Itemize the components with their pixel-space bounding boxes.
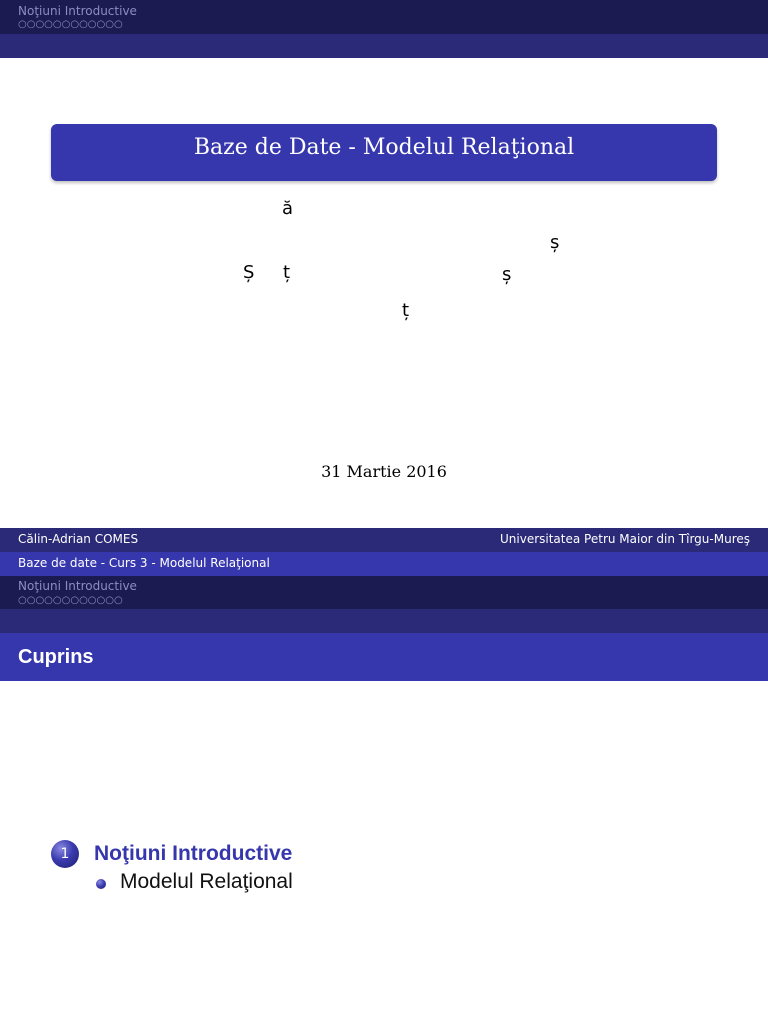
- footer-author: Călin-Adrian COMES: [18, 532, 139, 546]
- slide1-footer-bar: [0, 528, 768, 552]
- slide1-glyph-s-comma: ș: [550, 232, 560, 253]
- slide1-glyph-S-comma: Ș: [243, 262, 255, 283]
- slide1-date: 31 Martie 2016: [321, 462, 447, 481]
- slide1-header-progress-dots[interactable]: ○○○○○○○○○○○○: [18, 19, 123, 30]
- slide2-frame-title: Cuprins: [18, 646, 94, 668]
- toc-section-link[interactable]: Noţiuni Introductive: [94, 842, 293, 865]
- slide2-frame-title-bar: [0, 633, 768, 681]
- footer-course-title: Baze de date - Curs 3 - Modelul Relaţional: [18, 556, 270, 570]
- footer-institution: Universitatea Petru Maior din Tîrgu-Mureş: [500, 532, 750, 546]
- toc-number-ball[interactable]: 1: [51, 840, 79, 868]
- slide1-glyph-t-comma-2: ț: [402, 300, 410, 321]
- slide2-header-progress-dots[interactable]: ○○○○○○○○○○○○: [18, 595, 123, 606]
- slide1-glyph-s-comma-2: ș: [502, 264, 512, 285]
- slide1-title-box: [51, 124, 717, 181]
- slide1-glyph-t-comma: ț: [283, 262, 291, 283]
- slide1-glyph-a-breve: ă: [282, 198, 294, 219]
- slide1-header-section[interactable]: Noţiuni Introductive: [18, 4, 137, 18]
- toc-subsection-link[interactable]: Modelul Relaţional: [120, 870, 293, 893]
- toc-bullet-icon: [96, 879, 106, 889]
- slide1-title: Baze de Date - Modelul Relaţional: [193, 135, 575, 160]
- slide1-header-band: [0, 34, 768, 58]
- slide2-header-band: [0, 609, 768, 633]
- slide2-header-section[interactable]: Noţiuni Introductive: [18, 579, 137, 593]
- slide1-footer-course-bar: [0, 552, 768, 576]
